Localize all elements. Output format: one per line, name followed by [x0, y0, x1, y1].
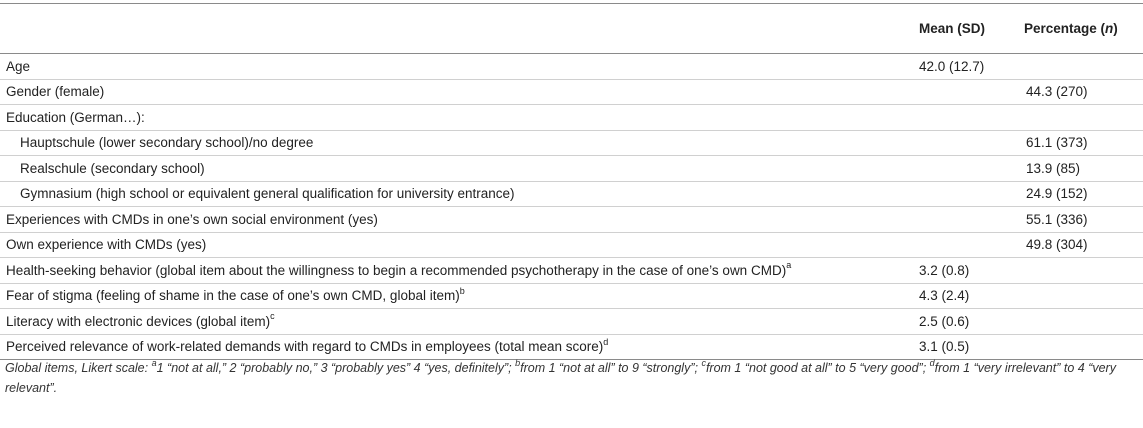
- row-label: Health-seeking behavior (global item about the willingness to begin a recommended psychotherapy in the case of one’s own CMD)$^a$: [0, 258, 889, 284]
- table-header-row: [0, 4, 1143, 54]
- header-pct-prefix: Percentage (: [1024, 21, 1106, 36]
- table-footnote: Global items, Likert scale: $^a$1 “not at all,” 2 “probably no,” 3 “probably yes” 4 “yes, definitely”; $^b$from 1 “not at all” to 9 “strongly”; $^c$from 1 “not good at all” to 5 “very good”; $^d$from 1 “very irrelevant” to 4 “very relevant”.: [5, 357, 1116, 395]
- row-mean: [889, 105, 1016, 131]
- table-row: [0, 54, 1143, 80]
- row-percentage: 49.8 (304): [1016, 232, 1143, 258]
- row-label: Gymnasium (high school or equivalent general qualification for university entrance): [0, 181, 889, 207]
- footnote-mark: c: [270, 311, 275, 322]
- table-row: [0, 258, 1143, 284]
- row-percentage: [1016, 334, 1143, 360]
- header-pct-suffix: ): [1113, 21, 1118, 36]
- row-percentage: [1016, 54, 1143, 80]
- table-row: [0, 309, 1143, 335]
- row-label: Own experience with CMDs (yes): [0, 232, 889, 258]
- table-row: [0, 156, 1143, 182]
- sample-characteristics-table: [0, 3, 1143, 360]
- row-mean: [889, 207, 1016, 233]
- footnote-mark: b: [459, 285, 465, 296]
- row-percentage: 24.9 (152): [1016, 181, 1143, 207]
- table-row: [0, 283, 1143, 309]
- row-percentage: [1016, 283, 1143, 309]
- row-label: Age: [0, 54, 889, 80]
- row-mean: [889, 79, 1016, 105]
- row-mean: [889, 130, 1016, 156]
- row-label: Gender (female): [0, 79, 889, 105]
- footnote-mark: a: [786, 260, 792, 271]
- row-percentage: 55.1 (336): [1016, 207, 1143, 233]
- row-label: Realschule (secondary school): [0, 156, 889, 182]
- table-row: [0, 232, 1143, 258]
- table-row: [0, 130, 1143, 156]
- row-mean: [889, 181, 1016, 207]
- row-mean: 4.3 (2.4): [889, 283, 1016, 309]
- header-label: [0, 4, 889, 54]
- row-label: Fear of stigma (feeling of shame in the case of one’s own CMD, global item)$^b$: [0, 283, 889, 309]
- header-percentage: [1016, 4, 1143, 54]
- row-label: Education (German…):: [0, 105, 889, 131]
- row-mean: 42.0 (12.7): [889, 54, 1016, 80]
- row-percentage: 44.3 (270): [1016, 79, 1143, 105]
- table-row: [0, 207, 1143, 233]
- row-percentage: [1016, 309, 1143, 335]
- table-row: [0, 334, 1143, 360]
- table-row: [0, 105, 1143, 131]
- row-mean: [889, 232, 1016, 258]
- row-mean: 3.1 (0.5): [889, 334, 1016, 360]
- row-percentage: 13.9 (85): [1016, 156, 1143, 182]
- row-label: Hauptschule (lower secondary school)/no degree: [0, 130, 889, 156]
- row-mean: 2.5 (0.6): [889, 309, 1016, 335]
- table-row: [0, 79, 1143, 105]
- header-mean: Mean (SD): [889, 4, 1016, 54]
- row-label: Literacy with electronic devices (global item)$^c$: [0, 309, 889, 335]
- row-mean: [889, 156, 1016, 182]
- row-label: Perceived relevance of work-related demands with regard to CMDs in employees (total mean score)$^d$: [0, 334, 889, 360]
- table-row: [0, 181, 1143, 207]
- header-pct-n: n: [1105, 21, 1114, 36]
- row-label: Experiences with CMDs in one’s own social environment (yes): [0, 207, 889, 233]
- row-percentage: [1016, 105, 1143, 131]
- footnote-mark: d: [603, 336, 609, 347]
- row-mean: 3.2 (0.8): [889, 258, 1016, 284]
- row-percentage: 61.1 (373): [1016, 130, 1143, 156]
- row-percentage: [1016, 258, 1143, 284]
